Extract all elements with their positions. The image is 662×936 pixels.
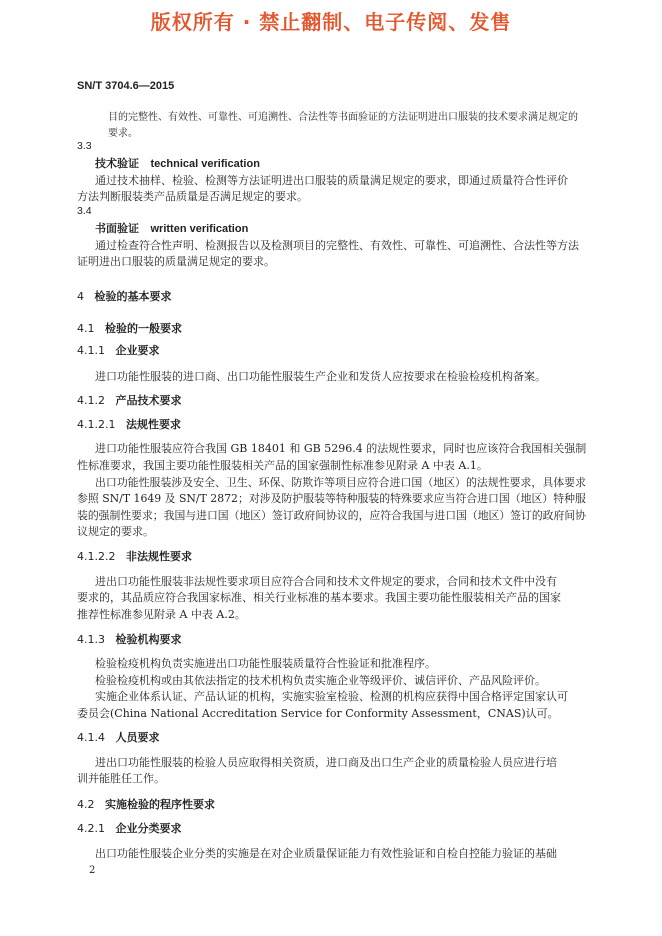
section-heading: 4.2 实施检验的程序性要求 <box>77 798 215 811</box>
section-heading: 4.1 检验的一般要求 <box>77 322 182 335</box>
paragraph-line: 性标准要求，我国主要功能性服装相关产品的国家强制性标准参见附录 A 中表 A.1。 <box>77 459 488 472</box>
page-number: 2 <box>89 865 96 876</box>
paragraph-line: 要求。 <box>108 128 138 139</box>
paragraph-line: 证明进出口服装的质量满足规定的要求。 <box>77 255 275 268</box>
paragraph-line: 参照 SN/T 1649 及 SN/T 2872；对涉及防护服装等特种服装的特殊要求应当符合进口国（地区）特种服 <box>77 492 586 505</box>
clause-number: 3.4 <box>77 205 92 217</box>
section-heading: 4 检验的基本要求 <box>77 290 172 303</box>
paragraph-line: 委员会(China National Accreditation Service for Conformity Assessment，CNAS)认可。 <box>77 707 559 720</box>
document-id: SN/T 3704.6—2015 <box>77 80 175 92</box>
clause-number: 3.3 <box>77 140 92 152</box>
paragraph-line: 检验检疫机构或由其依法指定的技术机构负责实施企业等级评价、诚信评价、产品风险评价。 <box>95 674 546 687</box>
paragraph-line: 通过检查符合性声明、检测报告以及检测项目的完整性、有效性、可靠性、可追溯性、合法性等方法 <box>95 239 579 252</box>
section-heading: 4.1.4 人员要求 <box>77 731 160 744</box>
paragraph-line: 出口功能性服装涉及安全、卫生、环保、防欺诈等项目应符合进口国（地区）的法规性要求，具体要求 <box>95 476 586 489</box>
paragraph-line: 推荐性标准参见附录 A 中表 A.2。 <box>77 608 246 621</box>
paragraph-line: 装的强制性要求；我国与进口国（地区）签订政府间协议的，应符合我国与进口国（地区）签订的政府间协 <box>77 509 586 522</box>
paragraph-line: 进出口功能性服装的检验人员应取得相关资质，进口商及出口生产企业的质量检验人员应进行培 <box>95 756 557 769</box>
copyright-banner: 版权所有 · 禁止翻制、电子传阅、发售 <box>150 10 512 34</box>
paragraph-line: 进口功能性服装的进口商、出口功能性服装生产企业和发货人应按要求在检验检疫机构备案。 <box>95 370 546 383</box>
paragraph-line: 实施企业体系认证、产品认证的机构，实施实验室检验、检测的机构应获得中国合格评定国家认可 <box>95 690 568 703</box>
paragraph-line: 检验检疫机构负责实施进出口功能性服装质量符合性验证和批准程序。 <box>95 657 436 670</box>
section-heading: 4.1.2.2 非法规性要求 <box>77 550 192 563</box>
paragraph-line: 进口功能性服装应符合我国 GB 18401 和 GB 5296.4 的法规性要求，同时也应该符合我国相关强制 <box>95 442 587 455</box>
paragraph-line: 通过技术抽样、检验、检测等方法证明进出口服装的质量满足规定的要求，即通过质量符合性评价 <box>95 174 568 187</box>
paragraph-line: 目的完整性、有效性、可靠性、可追溯性、合法性等书面验证的方法证明进出口服装的技术要求满足规定的 <box>108 112 578 123</box>
paragraph-line: 训并能胜任工作。 <box>77 772 165 785</box>
paragraph-line: 方法判断服装类产品质量是否满足规定的要求。 <box>77 190 308 203</box>
paragraph-line: 进出口功能性服装非法规性要求项目应符合合同和技术文件规定的要求，合同和技术文件中没有 <box>95 575 557 588</box>
term-heading: 技术验证 technical verification <box>95 157 260 170</box>
section-heading: 4.1.1 企业要求 <box>77 344 160 357</box>
paragraph-line: 要求的，其品质应符合我国家标准、相关行业标准的基本要求。我国主要功能性服装相关产品的国家 <box>77 591 561 604</box>
section-heading: 4.1.2 产品技术要求 <box>77 394 182 407</box>
section-heading: 4.2.1 企业分类要求 <box>77 822 182 835</box>
paragraph-line: 出口功能性服装企业分类的实施是在对企业质量保证能力有效性验证和自检自控能力验证的基础 <box>95 847 557 860</box>
section-heading: 4.1.3 检验机构要求 <box>77 633 182 646</box>
section-heading: 4.1.2.1 法规性要求 <box>77 418 181 431</box>
paragraph-line: 议规定的要求。 <box>77 525 154 538</box>
term-heading: 书面验证 written verification <box>95 222 249 235</box>
